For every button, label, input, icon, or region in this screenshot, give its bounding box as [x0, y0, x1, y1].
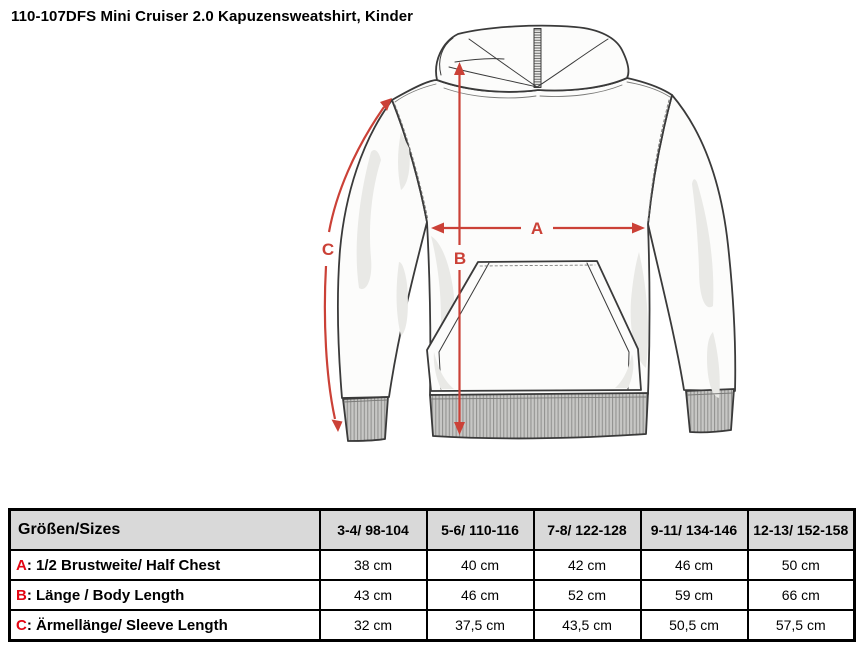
- right-cuff-ribbing: [686, 389, 734, 432]
- measure-value-cell: 38 cm: [320, 550, 427, 580]
- size-column-header: 3-4/ 98-104: [320, 510, 427, 551]
- measure-value-cell: 52 cm: [534, 580, 641, 610]
- measure-name: : 1/2 Brustweite/ Half Chest: [26, 556, 221, 574]
- measure-value-cell: 50 cm: [748, 550, 855, 580]
- measure-value-cell: 66 cm: [748, 580, 855, 610]
- left-cuff-ribbing: [343, 397, 388, 441]
- measure-value-cell: 59 cm: [641, 580, 748, 610]
- measure-key-b: B: [16, 586, 27, 604]
- measure-value-cell: 50,5 cm: [641, 610, 748, 641]
- size-column-header: 5-6/ 110-116: [427, 510, 534, 551]
- measure-key-a: A: [16, 556, 27, 574]
- size-column-header: 9-11/ 134-146: [641, 510, 748, 551]
- table-row-half-chest: [10, 550, 855, 580]
- product-title: 110-107DFS Mini Cruiser 2.0 Kapuzensweatshirt, Kinder: [11, 8, 414, 25]
- measure-value-cell: 46 cm: [641, 550, 748, 580]
- hood: [436, 26, 628, 92]
- table-row-sleeve-length: [10, 610, 855, 641]
- measure-key-c: C: [16, 616, 27, 634]
- measure-name: : Ärmellänge/ Sleeve Length: [26, 616, 228, 634]
- measure-name: : Länge / Body Length: [26, 586, 185, 604]
- hood-center-seam: [534, 29, 541, 88]
- measure-row-label: [10, 550, 320, 580]
- size-table-title-cell: Größen/Sizes: [10, 510, 320, 551]
- measure-value-cell: 57,5 cm: [748, 610, 855, 641]
- measure-value-cell: 40 cm: [427, 550, 534, 580]
- measure-label-a: A: [530, 219, 544, 238]
- size-table-header-row: [10, 510, 855, 551]
- table-row-body-length: [10, 580, 855, 610]
- measure-value-cell: 42 cm: [534, 550, 641, 580]
- measure-value-cell: 37,5 cm: [427, 610, 534, 641]
- measure-row-label: [10, 580, 320, 610]
- measure-label-b: B: [453, 249, 467, 268]
- size-column-header: 7-8/ 122-128: [534, 510, 641, 551]
- measure-value-cell: 43 cm: [320, 580, 427, 610]
- hem-ribbing: [430, 393, 648, 438]
- measure-value-cell: 46 cm: [427, 580, 534, 610]
- size-column-header: 12-13/ 152-158: [748, 510, 855, 551]
- size-table: [8, 508, 856, 642]
- measure-value-cell: 43,5 cm: [534, 610, 641, 641]
- measure-label-c: C: [321, 240, 335, 259]
- measure-row-label: [10, 610, 320, 641]
- measure-value-cell: 32 cm: [320, 610, 427, 641]
